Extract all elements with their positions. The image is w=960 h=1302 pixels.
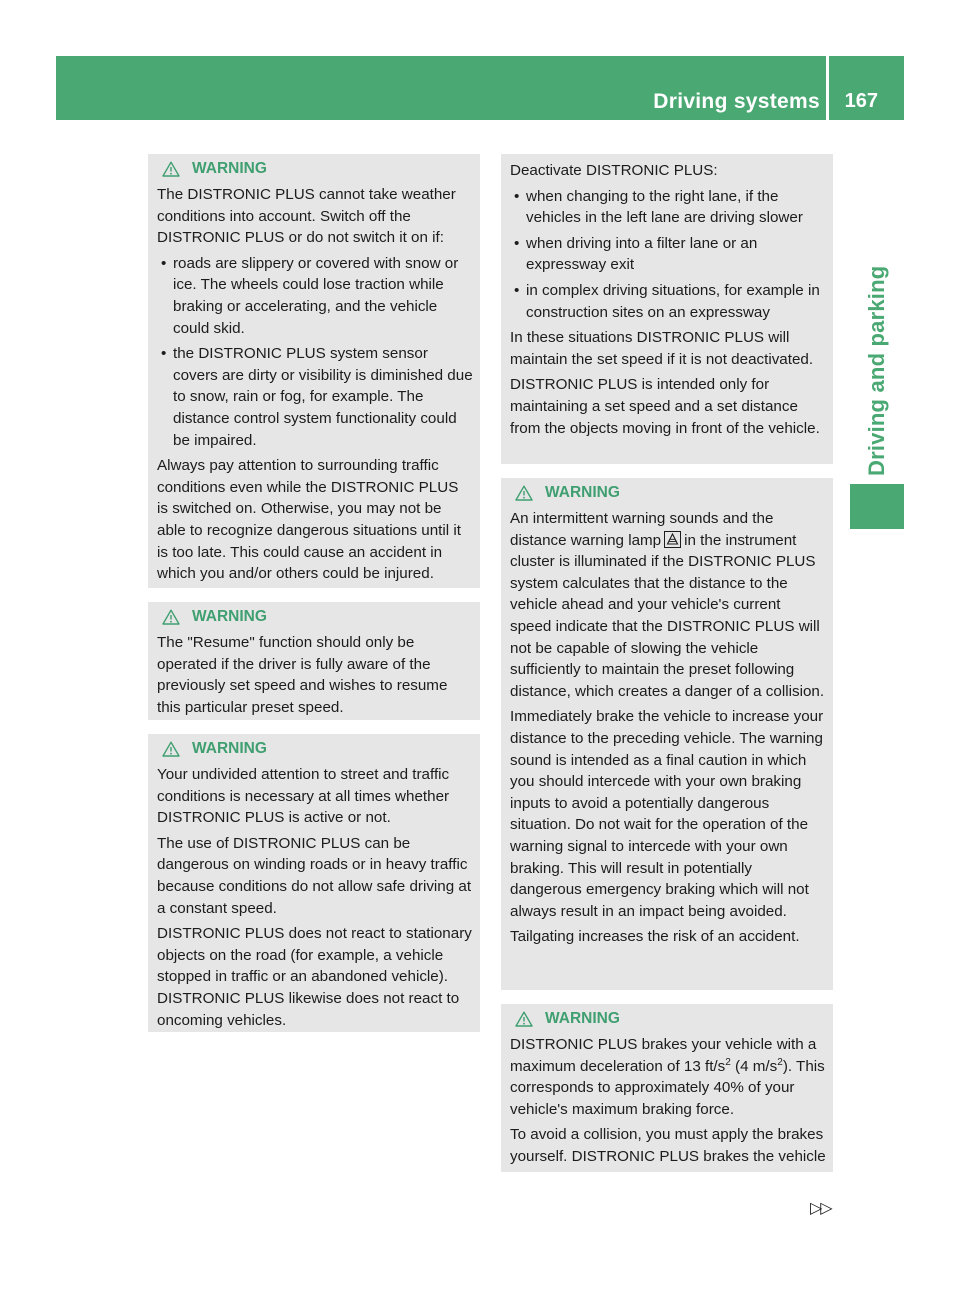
header-divider xyxy=(826,56,829,120)
page-number: 167 xyxy=(844,90,878,112)
superscript: 2 xyxy=(725,1056,731,1068)
warning-box-weather xyxy=(148,154,480,588)
bullet-list xyxy=(510,186,826,324)
warning-label: WARNING xyxy=(192,740,267,758)
warning-text: To avoid a collision, you must apply the brakes yourself. DISTRONIC PLUS brakes the vehicle xyxy=(510,1126,826,1165)
warning-heading xyxy=(157,156,473,182)
list-item: • the DISTRONIC PLUS system sensor covers are dirty or visibility is diminished due to snow, rain or fog, for example. The distance control system functionality could be impaired. xyxy=(157,343,473,451)
warning-text: The use of DISTRONIC PLUS can be dangerous on winding roads or in heavy traffic because conditions do not allow safe driving at a constant speed. xyxy=(157,834,472,917)
info-text: Deactivate DISTRONIC PLUS: xyxy=(510,162,718,179)
superscript: 2 xyxy=(777,1056,783,1068)
warning-triangle-icon xyxy=(162,161,180,177)
section-title: Driving systems xyxy=(653,90,820,113)
warning-label: WARNING xyxy=(545,484,620,502)
warning-text: Always pay attention to surrounding traffic conditions even while the DISTRONIC PLUS is switched on. Otherwise, you may not be able to recognize dangerous situations until it is too late. This could cause an accident in which you and/or others could be injured. xyxy=(157,457,461,583)
warning-triangle-icon xyxy=(515,1011,533,1027)
warning-text: Your undivided attention to street and traffic conditions is necessary at all times whether DISTRONIC PLUS is active or not. xyxy=(157,766,450,827)
warning-text: The "Resume" function should only be operated if the driver is fully aware of the previously set speed and wishes to resume this particular preset speed. xyxy=(157,634,448,716)
list-item: • in complex driving situations, for example in construction sites on an expressway xyxy=(510,280,826,323)
chapter-label: Driving and parking xyxy=(864,265,889,476)
warning-box-attention xyxy=(148,734,480,1032)
warning-triangle-icon xyxy=(162,741,180,757)
distance-warning-lamp-icon xyxy=(664,531,681,548)
warning-text: The DISTRONIC PLUS cannot take weather conditions into account. Switch off the DISTRONIC PLUS or do not switch it on if: xyxy=(157,186,456,247)
bullet-list xyxy=(157,253,473,451)
warning-triangle-icon xyxy=(162,609,180,625)
info-text: DISTRONIC PLUS is intended only for maintaining a set speed and a set distance from the objects moving in front of the vehicle. xyxy=(510,376,820,437)
info-text: In these situations DISTRONIC PLUS will maintain the set speed if it is not deactivated. xyxy=(510,329,814,368)
warning-text-part: in the instrument cluster is illuminated if the DISTRONIC PLUS system calculates that the distance to the vehicle ahead and your vehicle's current speed indicate that the DISTRONIC PLUS will not be capable of slowing the vehicle sufficiently to maintain the preset following distance, which creates a danger of a collision. xyxy=(510,531,825,700)
warning-text: Tailgating increases the risk of an accident. xyxy=(510,928,800,946)
warning-label: WARNING xyxy=(192,608,267,626)
warning-heading xyxy=(157,736,473,762)
list-item: • roads are slippery or covered with snow or ice. The wheels could lose traction while braking or accelerating, and the vehicle could skid. xyxy=(157,253,473,339)
warning-text-part: DISTRONIC PLUS brakes your vehicle with a maximum deceleration of 13 ft/s xyxy=(510,1036,817,1075)
continue-arrows-icon: ▷▷ xyxy=(810,1200,831,1217)
chapter-marker xyxy=(850,484,904,529)
list-item: • when driving into a filter lane or an expressway exit xyxy=(510,233,826,276)
warning-text: DISTRONIC PLUS does not react to stationary objects on the road (for example, a vehicle stopped in traffic or an abandoned vehicle). DISTRONIC PLUS likewise does not react to oncoming vehicles. xyxy=(157,925,472,1029)
warning-heading xyxy=(510,480,826,506)
info-box-deactivate xyxy=(501,154,833,464)
warning-heading xyxy=(510,1006,826,1032)
warning-label: WARNING xyxy=(192,160,267,178)
warning-text-part: This corresponds to approximately 40% of your vehicle's maximum braking force. xyxy=(510,1057,825,1118)
warning-box-distance xyxy=(501,478,833,990)
warning-heading xyxy=(157,604,473,630)
page-header-bar xyxy=(56,56,904,120)
warning-triangle-icon xyxy=(515,485,533,501)
warning-text xyxy=(510,508,826,702)
warning-text-part: (4 m/s xyxy=(730,1057,778,1075)
warning-text-part: An intermittent warning sounds and the distance warning lamp xyxy=(510,510,774,549)
warning-text: Immediately brake the vehicle to increase your distance to the preceding vehicle. The warning sound is intended as a final caution in which you should intercede with your own braking inputs to avoid a potentially dangerous situation. Do not wait for the operation of the warning signal to intercede with your own braking. This will result in potentially dangerous emergency braking which will not always result in an impact being avoided. xyxy=(510,708,824,920)
warning-text-part: ). xyxy=(782,1057,793,1075)
warning-label: WARNING xyxy=(545,1010,620,1028)
list-item: • when changing to the right lane, if the vehicles in the left lane are driving slower xyxy=(510,186,826,229)
warning-box-deceleration xyxy=(501,1004,833,1172)
warning-text xyxy=(510,1034,826,1120)
warning-box-resume xyxy=(148,602,480,720)
